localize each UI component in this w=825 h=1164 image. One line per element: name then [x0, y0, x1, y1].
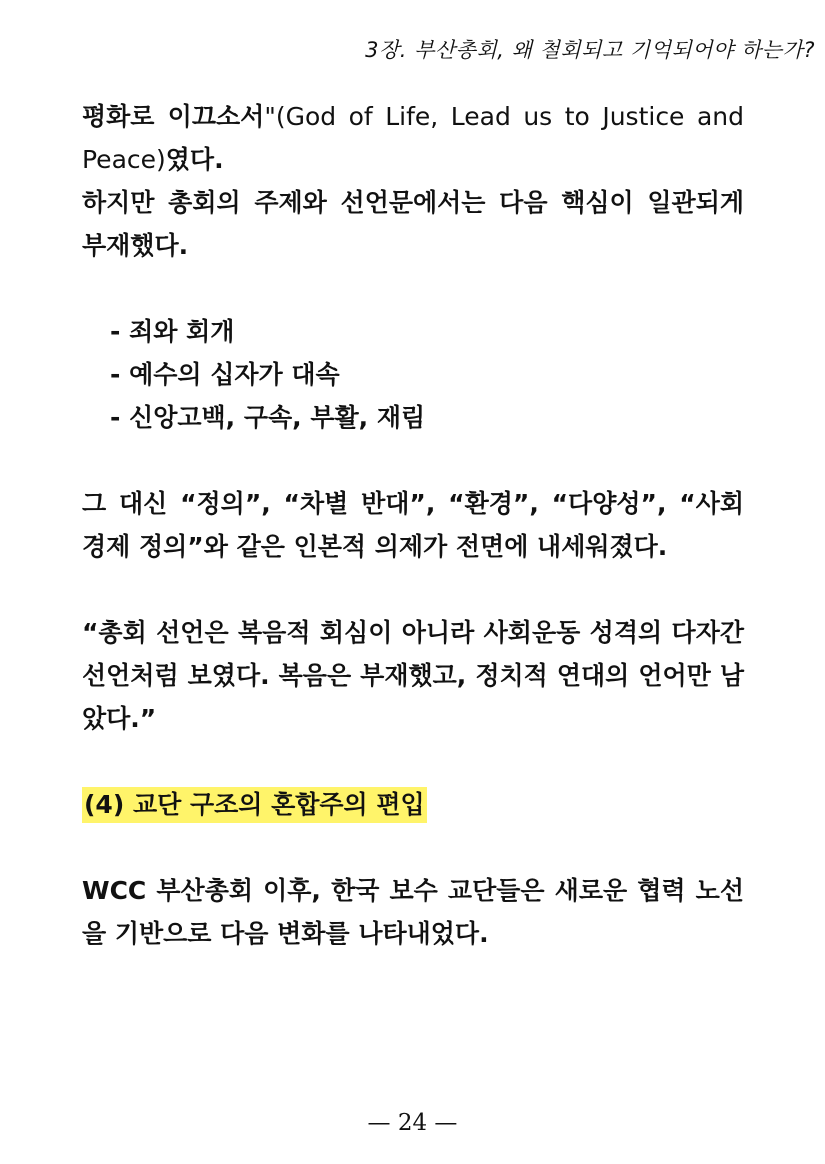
page-number: — 24 — [367, 1110, 458, 1136]
running-header: 3장. 부산총회, 왜 철회되고 기억되어야 하는가? [365, 38, 815, 62]
paragraph-absence: 하지만 총회의 주제와 선언문에서는 다음 핵심이 일관되게 부재했다. [82, 188, 744, 260]
paragraph-theme [82, 95, 744, 181]
spacer [82, 826, 744, 869]
spacer [82, 568, 744, 611]
spacer [82, 439, 744, 482]
spacer [82, 740, 744, 783]
list-item: - 죄와 회개 [110, 317, 235, 346]
theme-text-korean: 평화로 이끄소서 [82, 102, 265, 131]
list-item: - 예수의 십자가 대속 [110, 360, 340, 389]
paragraph-changes: WCC 부산총회 이후, 한국 보수 교단들은 새로운 협력 노선을 기반으로 다음 변화를 나타내었다. [82, 876, 744, 948]
spacer [82, 267, 744, 310]
theme-text-end: 였다. [165, 145, 224, 174]
section-heading-row [82, 783, 744, 826]
paragraph-agenda: 그 대신 “정의”, “차별 반대”, “환경”, “다양성”, “사회 경제 정의”와 같은 인본적 의제가 전면에 내세워졌다. [82, 489, 744, 561]
quote-paragraph: “총회 선언은 복음적 회심이 아니라 사회운동 성격의 다자간 선언처럼 보였다. 복음은 부재했고, 정치적 연대의 언어만 남았다.” [82, 618, 744, 733]
section-heading: (4) 교단 구조의 혼합주의 편입 [82, 787, 427, 823]
theme-text-english: "(God of Life, Lead us to Justice and Peace) [82, 102, 744, 174]
missing-items-list [82, 310, 744, 439]
list-item: - 신앙고백, 구속, 부활, 재림 [110, 403, 426, 432]
page-body [82, 95, 744, 955]
